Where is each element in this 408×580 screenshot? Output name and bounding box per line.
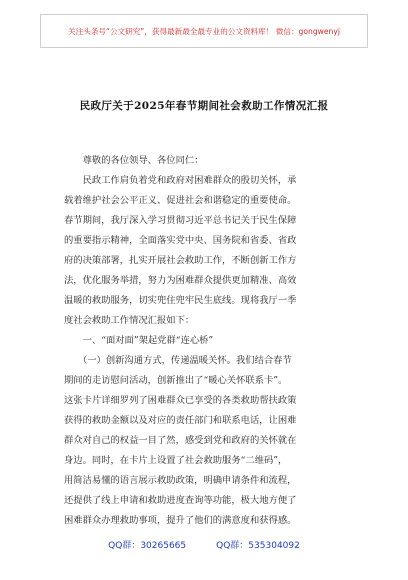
body-line: 困难群众办理救助事项，提升了他们的满意度和获得感。 [64, 515, 297, 526]
footer-qq-group-2: QQ群：535304092 [216, 541, 300, 551]
body-line: 这张卡片详细罗列了困难群众已享受的各类救助帮扶政策 [64, 395, 297, 406]
body-line: 春节期间，我厅深入学习贯彻习近平总书记关于民生保障 [64, 215, 297, 226]
body-line: 身边。同时，在卡片上设置了社会救助服务“二维码”， [64, 455, 288, 466]
body-line: 度社会救助工作情况汇报如下： [64, 315, 195, 326]
banner-text: 关注头条号“公文研究”，获得最新最全最专业的公文资料库！ 微信：gongwenyj [68, 26, 340, 36]
body-line: 载着维护社会公平正义、促进社会和谐稳定的重要使命。 [64, 195, 297, 206]
body-line: （一）创新沟通方式，传递温暖关怀。我们结合春节 [64, 355, 292, 366]
body-line: 的重要指示精神，全面落实党中央、国务院和省委、省政 [64, 235, 297, 246]
body-line: 期间的走访慰问活动，创新推出了“暖心关怀联系卡”。 [64, 375, 288, 386]
body-line: 群众对自己的权益一目了然，感受到党和政府的关怀就在 [64, 435, 297, 446]
section-heading: 一、“面对面”架起党群“连心桥” [64, 335, 214, 346]
document-body [64, 151, 350, 531]
document-title: 民政厅关于2025年春节期间社会救助工作情况汇报 [79, 100, 329, 112]
body-line: 获得的救助金额以及对应的责任部门和联系电话，让困难 [64, 415, 297, 426]
body-line: 还提供了线上申请和救助进度查询等功能，极大地方便了 [64, 495, 297, 506]
body-line: 民政工作肩负着党和政府对困难群众的殷切关怀，承 [64, 175, 297, 186]
body-line: 尊敬的各位领导、各位同仁： [64, 155, 204, 166]
body-line: 法，优化服务举措，努力为困难群众提供更加精准、高效 [64, 275, 297, 286]
body-line: 府的决策部署，扎实开展社会救助工作，不断创新工作方 [64, 255, 297, 266]
header-banner [40, 14, 368, 48]
footer [0, 538, 408, 551]
body-line: 温暖的救助服务，切实兜住兜牢民生底线。现将我厅一季 [64, 295, 297, 306]
footer-qq-group-1: QQ群：30265665 [108, 541, 187, 551]
body-line: 用简洁易懂的语言展示救助政策，明确申请条件和流程， [64, 475, 297, 486]
